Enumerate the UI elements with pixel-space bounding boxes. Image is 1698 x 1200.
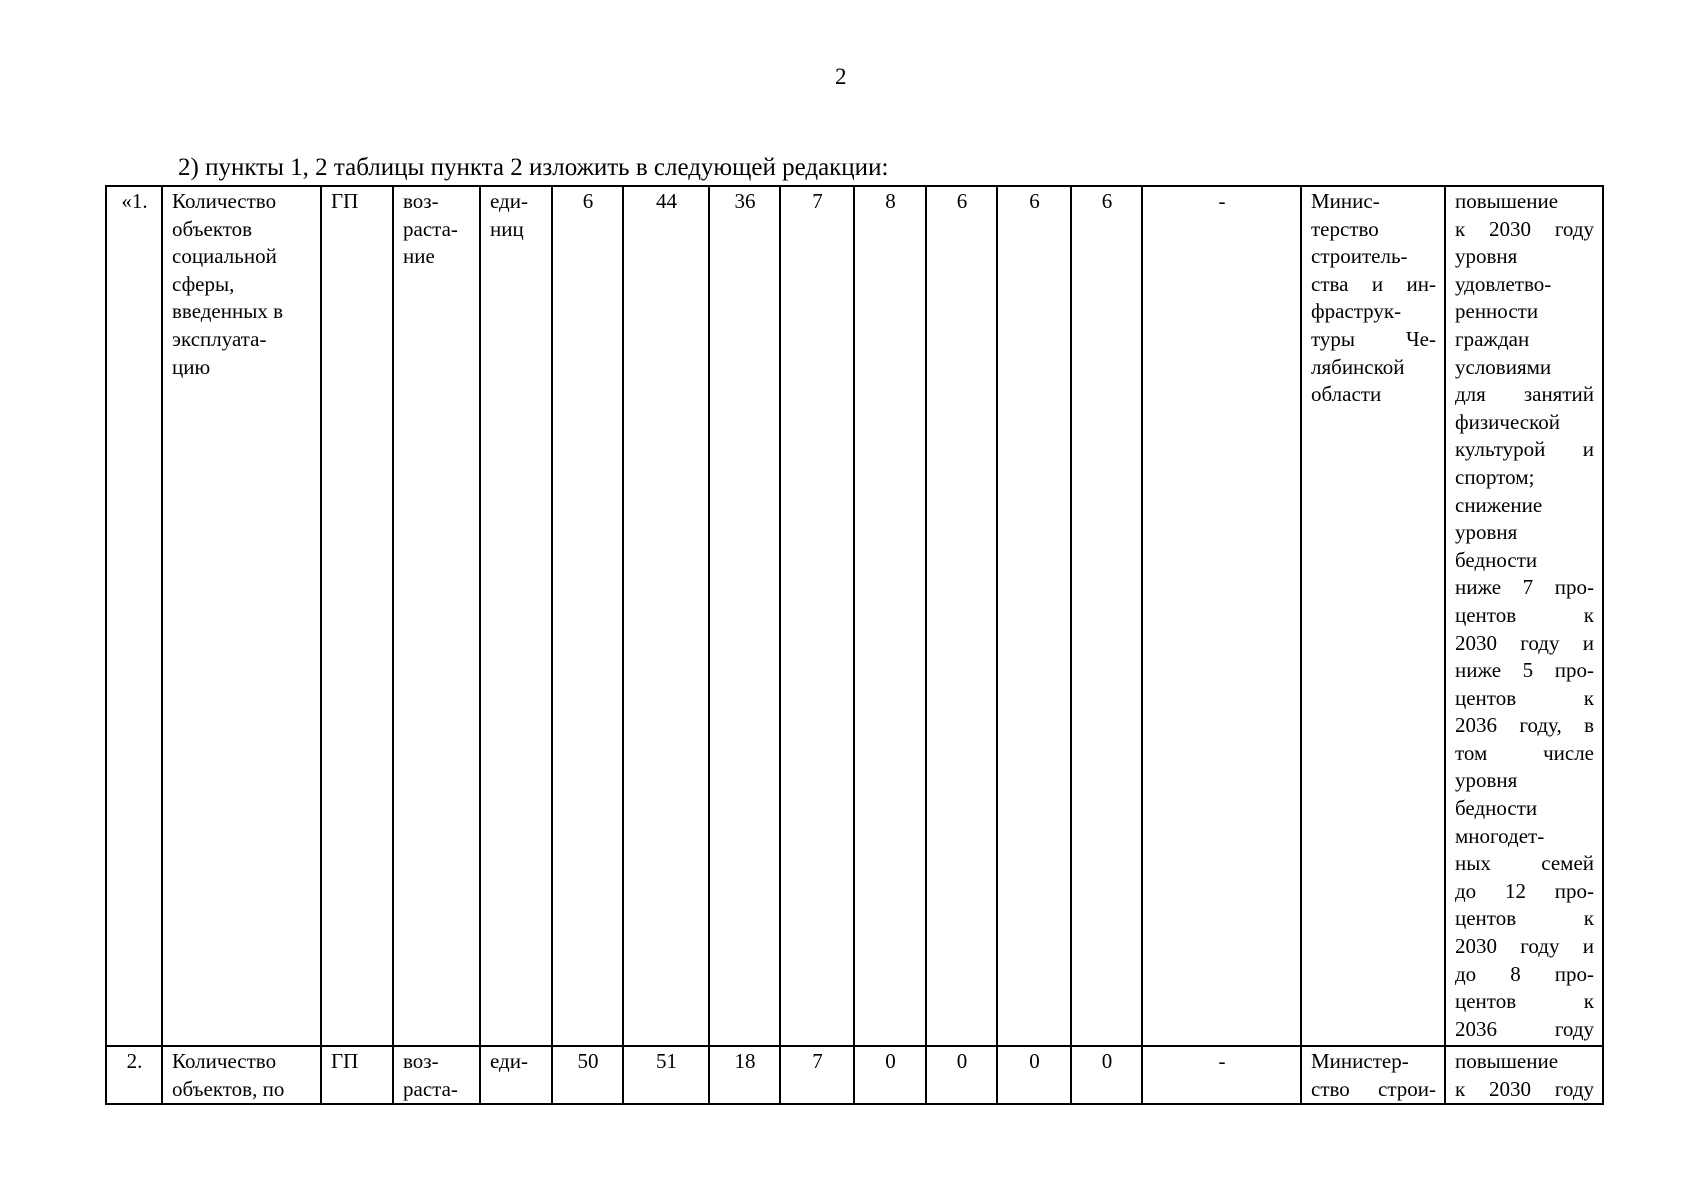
trend-cell [393, 186, 480, 1046]
responsible-line: области [1311, 382, 1382, 407]
value-cell: 6 [926, 186, 997, 1046]
value-cell: 6 [1071, 186, 1142, 1046]
goal-line: к 2030 году [1455, 216, 1594, 241]
value-cell: 8 [854, 186, 926, 1046]
level-cell: ГП [321, 1046, 393, 1104]
goal-line: к 2030 году [1455, 1076, 1594, 1101]
trend-line: ние [403, 244, 435, 269]
trend-line: раста- [403, 216, 458, 241]
value-cell: 0 [1071, 1046, 1142, 1104]
indicator-name-line: сферы, [172, 271, 235, 296]
goal-line: том числе [1455, 740, 1594, 765]
goal-line: бедности [1455, 547, 1538, 572]
page-number: 2 [835, 64, 847, 89]
goal-line: уровня [1455, 520, 1518, 545]
unit-line: еди- [490, 189, 528, 213]
section-heading: 2) пункты 1, 2 таблицы пункта 2 изложить в следующей редакции: [178, 154, 889, 181]
level-cell: ГП [321, 186, 393, 1046]
goal-line: 2036 году, в [1455, 713, 1594, 738]
goal-line: повышение [1455, 1049, 1559, 1073]
responsible-line: лябинской [1311, 354, 1405, 379]
indicator-name-line: Количество [172, 189, 277, 213]
value-cell: 6 [552, 186, 623, 1046]
goal-line: повышение [1455, 189, 1559, 213]
goal-line: для занятий [1455, 382, 1594, 407]
row-number-cell: «1. [106, 186, 162, 1046]
goal-line: условиями [1455, 354, 1552, 379]
goal-line: центов к [1455, 602, 1594, 627]
goal-line: граждан [1455, 326, 1530, 351]
indicator-name-line: эксплуата- [172, 326, 267, 351]
indicators-table [105, 185, 1604, 1105]
value-cell: 44 [623, 186, 709, 1046]
goal-line: удовлетво- [1455, 271, 1552, 296]
goal-line: уровня [1455, 244, 1518, 269]
goal-line: 2036 году [1455, 1016, 1594, 1041]
row-number-cell: 2. [106, 1046, 162, 1104]
indicator-name-cell [162, 186, 321, 1046]
value-cell: 18 [709, 1046, 780, 1104]
responsible-cell [1301, 186, 1445, 1046]
goal-cell [1445, 186, 1603, 1046]
goal-line: ниже 5 про- [1455, 658, 1594, 683]
value-cell: 7 [780, 1046, 854, 1104]
trend-cell [393, 1046, 480, 1104]
goal-line: ренности [1455, 299, 1539, 324]
responsible-line: Минис- [1311, 189, 1380, 213]
indicator-name-cell [162, 1046, 321, 1104]
unit-cell [480, 1046, 552, 1104]
value-cell: 0 [997, 1046, 1071, 1104]
goal-line: снижение [1455, 492, 1543, 517]
goal-line: до 12 про- [1455, 878, 1594, 903]
goal-line: физической [1455, 409, 1560, 434]
goal-line: до 8 про- [1455, 961, 1594, 986]
responsible-line: ство строи- [1311, 1076, 1436, 1101]
goal-line: уровня [1455, 768, 1518, 793]
trend-line: воз- [403, 1049, 439, 1073]
responsible-cell [1301, 1046, 1445, 1104]
goal-line: 2030 году и [1455, 630, 1594, 655]
goal-line: многодет- [1455, 823, 1545, 848]
responsible-line: строитель- [1311, 244, 1408, 269]
goal-line: центов к [1455, 989, 1594, 1014]
unit-cell [480, 186, 552, 1046]
trend-line: раста- [403, 1076, 458, 1101]
goal-line: 2030 году и [1455, 934, 1594, 959]
value-cell: 7 [780, 186, 854, 1046]
goal-line: спортом; [1455, 464, 1535, 489]
indicator-name-line: объектов, по [172, 1076, 285, 1101]
trend-line: воз- [403, 189, 439, 213]
table-row [106, 1046, 1603, 1104]
responsible-line: туры Че- [1311, 326, 1436, 351]
value-cell: 36 [709, 186, 780, 1046]
indicator-name-line: цию [172, 354, 211, 379]
value-cell: 0 [854, 1046, 926, 1104]
table-row [106, 186, 1603, 1046]
value-cell: 50 [552, 1046, 623, 1104]
goal-line: культурой и [1455, 437, 1594, 462]
goal-line: бедности [1455, 796, 1538, 821]
responsible-line: Министер- [1311, 1049, 1409, 1073]
goal-line: центов к [1455, 685, 1594, 710]
goal-line: центов к [1455, 906, 1594, 931]
table-body [106, 186, 1603, 1104]
unit-line: еди- [490, 1049, 528, 1073]
value-cell: 6 [997, 186, 1071, 1046]
goal-line: ниже 7 про- [1455, 575, 1594, 600]
unit-line: ниц [490, 216, 524, 241]
responsible-line: фраструк- [1311, 299, 1402, 324]
indicator-name-line: Количество [172, 1049, 277, 1073]
indicator-name-line: объектов [172, 216, 253, 241]
value-cell: 0 [926, 1046, 997, 1104]
dash-cell: - [1142, 1046, 1301, 1104]
indicator-name-line: социальной [172, 244, 277, 269]
responsible-line: терство [1311, 216, 1379, 241]
goal-line: ных семей [1455, 851, 1594, 876]
dash-cell: - [1142, 186, 1301, 1046]
indicator-name-line: введенных в [172, 299, 284, 324]
goal-cell [1445, 1046, 1603, 1104]
responsible-line: ства и ин- [1311, 271, 1436, 296]
value-cell: 51 [623, 1046, 709, 1104]
